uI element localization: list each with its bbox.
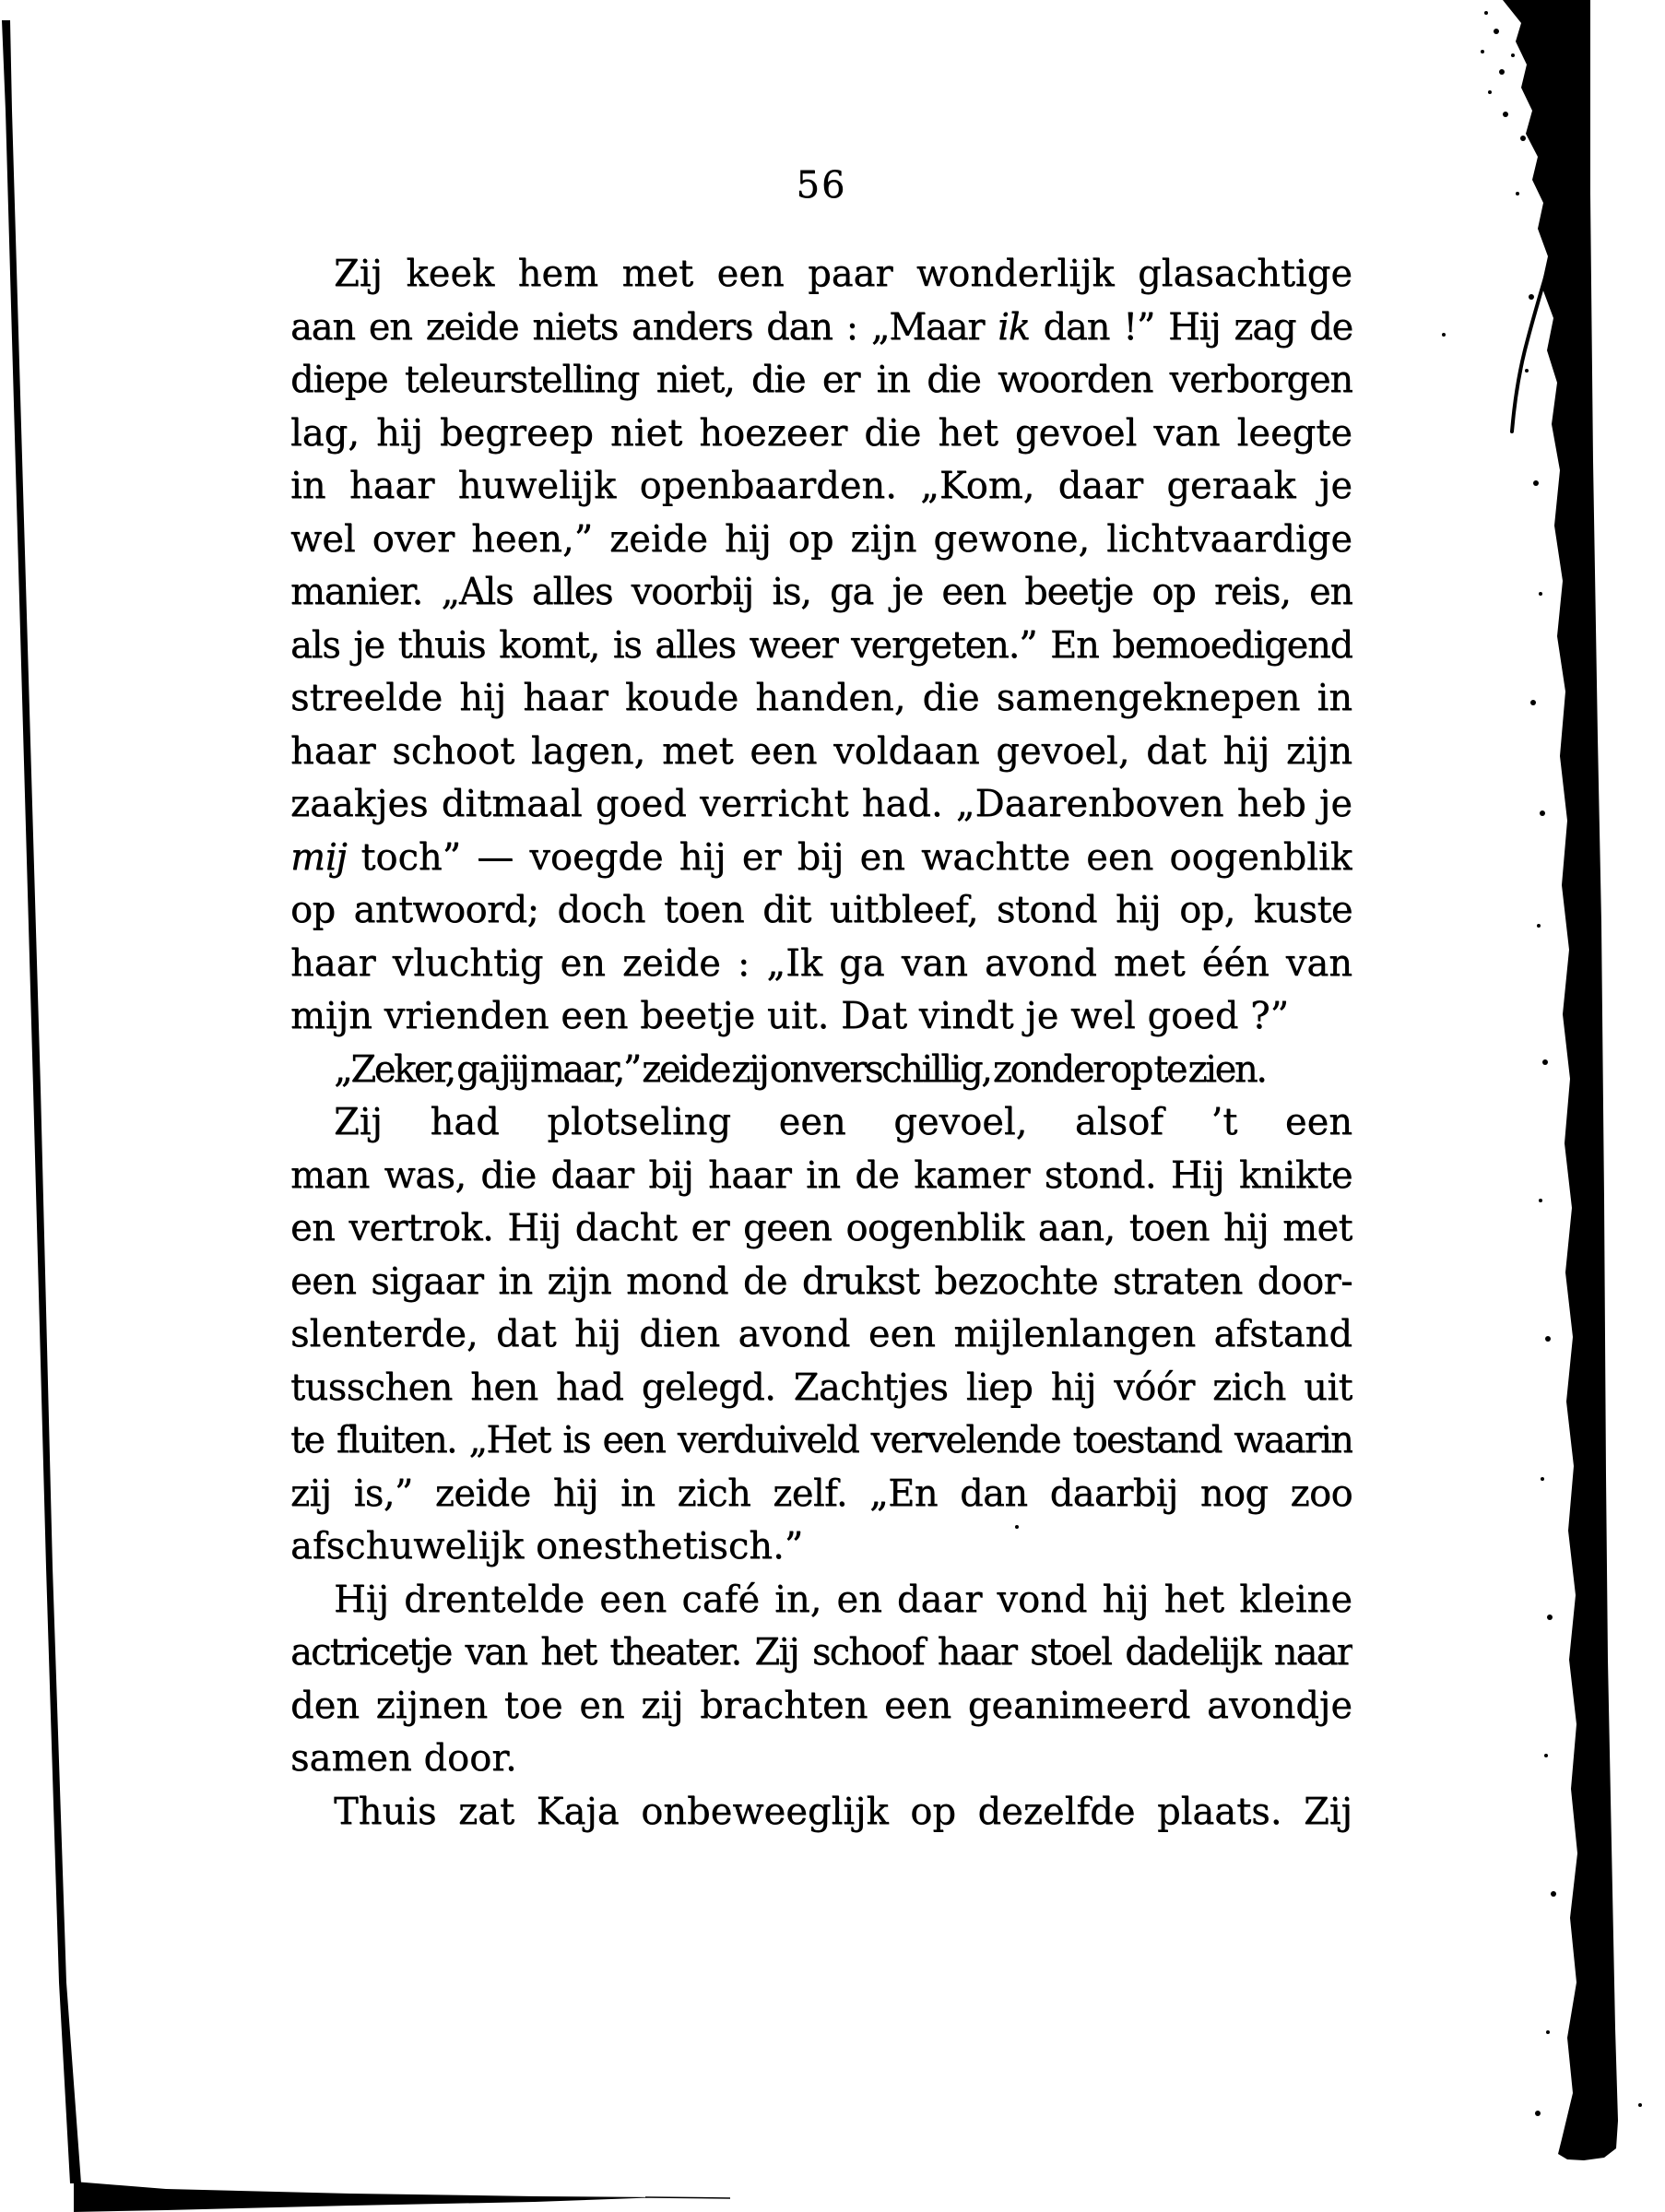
text-line: Zij keek hem met een paar wonderlijk glasachtige (334, 253, 1352, 295)
text-line: op antwoord; doch toen dit uitbleef, stond hij op, kuste (290, 889, 1352, 931)
bottom-edge-shadow (74, 2182, 662, 2212)
text-line: te fluiten. „Het is een verduiveld vervelende toestand waarin (290, 1419, 1352, 1461)
text-block (290, 248, 1352, 1839)
text-line: lag, hij begreep niet hoezeer die het gevoel van leegte (290, 411, 1352, 455)
text-line: manier. „Als alles voorbij is, ga je een beetje op reis, en (290, 571, 1352, 613)
text-line: een sigaar in zijn mond de drukst bezochte straten door- (290, 1260, 1352, 1303)
text-line: man was, die daar bij haar in de kamer stond. Hij knikte (290, 1153, 1352, 1197)
text-line: haar schoot lagen, met een voldaan gevoel, dat hij zijn (290, 729, 1352, 773)
page-edge-line (2, 20, 81, 2183)
text-line: afschuwelijk onesthetisch.” (290, 1525, 804, 1567)
text-line: streelde hij haar koude handen, die samengeknepen in (290, 677, 1352, 719)
text-line: wel over heen,” zeide hij op zijn gewone, lichtvaardige (290, 517, 1352, 561)
text-line: den zijnen toe en zij brachten een geanimeerd avondje (290, 1684, 1352, 1727)
crease-line (1512, 189, 1572, 432)
text-line: aan en zeide niets anders dan : „Maar ik dan !” Hij zag de (290, 305, 1352, 349)
text-line: en vertrok. Hij dacht er geen oogenblik aan, toen hij met (290, 1207, 1352, 1249)
text-line: mijn vrienden een beetje uit. Dat vindt je wel goed ?” (290, 995, 1290, 1037)
text-line: Zij had plotseling een gevoel, alsof ’t een (334, 1101, 1352, 1143)
text-line: samen door. (290, 1737, 517, 1780)
text-line: diepe teleurstelling niet, die er in die woorden verborgen (290, 359, 1352, 401)
text-line: als je thuis komt, is alles weer vergeten.” En bemoedigend (290, 623, 1352, 667)
text-line: haar vluchtig en zeide : „Ik ga van avond met één van (290, 941, 1352, 985)
text-line: slenterde, dat hij dien avond een mijlenlangen afstand (290, 1313, 1352, 1355)
text-line: actricetje van het theater. Zij schoof haar stoel dadelijk naar (290, 1631, 1352, 1674)
page-number: 56 (796, 164, 847, 207)
text-line: zaakjes ditmaal goed verricht had. „Daarenboven heb je (290, 783, 1352, 825)
text-line: Thuis zat Kaja onbeweeglijk op dezelfde plaats. Zij (334, 1790, 1352, 1833)
bottom-edge-hairline (645, 2197, 730, 2198)
text-line: zij is,” zeide hij in zich zelf. „En dan daarbij nog zoo (290, 1472, 1352, 1515)
text-line: tusschen hen had gelegd. Zachtjes liep hij vóór zich uit (290, 1366, 1352, 1409)
text-line: Hij drentelde een café in, en daar vond hij het kleine (334, 1578, 1352, 1621)
text-line: in haar huwelijk openbaarden. „Kom, daar geraak je (290, 465, 1352, 507)
text-line: „Zeker, ga jij maar,” zeide zij onverschillig, zonder op te zien. (334, 1047, 1266, 1091)
text-line: mĳ toch” — voegde hij er bij en wachtte een oogenblik (290, 835, 1352, 879)
binding-shadow (1503, 0, 1618, 2160)
